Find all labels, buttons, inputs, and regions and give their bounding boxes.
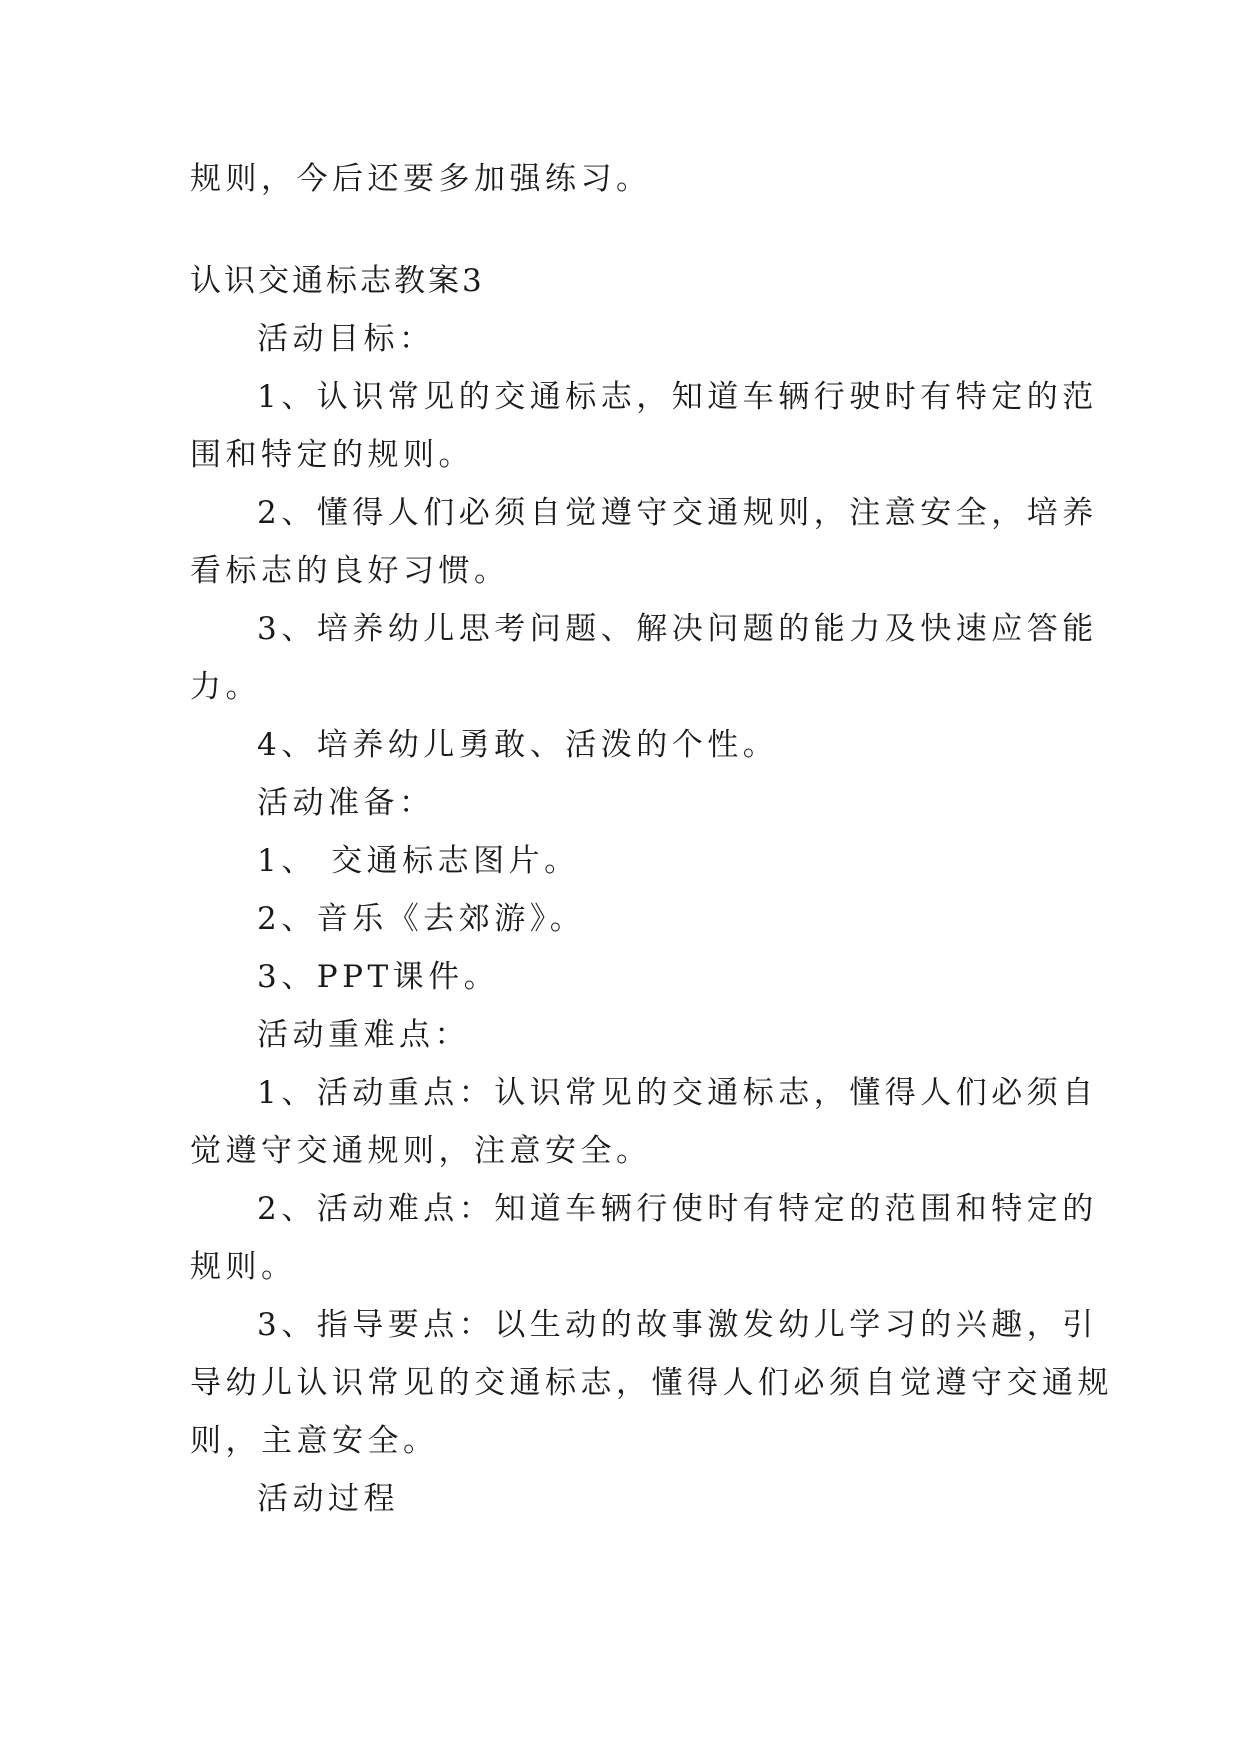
- paragraph-line: 1、 交通标志图片。: [257, 843, 580, 879]
- paragraph-line: 规则。: [190, 1249, 297, 1285]
- section-title: 认识交通标志教案3: [190, 263, 485, 299]
- paragraph-line: 觉遵守交通规则，注意安全。: [190, 1133, 652, 1169]
- paragraph-line: 规则，今后还要多加强练习。: [190, 161, 652, 197]
- paragraph-line: 4、培养幼儿勇敢、活泼的个性。: [257, 727, 779, 763]
- paragraph-line: 1、认识常见的交通标志，知道车辆行驶时有特定的范: [257, 379, 1098, 415]
- paragraph-line: 导幼儿认识常见的交通标志，懂得人们必须自觉遵守交通规: [190, 1365, 1113, 1401]
- paragraph-line: 2、音乐《去郊游》。: [257, 901, 586, 937]
- heading-activity-key-points: 活动重难点：: [257, 1017, 470, 1053]
- heading-activity-process: 活动过程: [257, 1481, 399, 1517]
- heading-activity-preparation: 活动准备：: [257, 785, 435, 821]
- paragraph-line: 1、活动重点：认识常见的交通标志，懂得人们必须自: [257, 1075, 1098, 1111]
- paragraph-line: 2、懂得人们必须自觉遵守交通规则，注意安全，培养: [257, 495, 1098, 531]
- paragraph-line: 3、指导要点：以生动的故事激发幼儿学习的兴趣，引: [257, 1307, 1098, 1343]
- paragraph-line: 力。: [190, 669, 261, 705]
- paragraph-line: 2、活动难点：知道车辆行使时有特定的范围和特定的: [257, 1191, 1098, 1227]
- document-body: [190, 150, 1113, 1528]
- paragraph-line: 3、培养幼儿思考问题、解决问题的能力及快速应答能: [257, 611, 1098, 647]
- paragraph-line: 则，主意安全。: [190, 1423, 439, 1459]
- paragraph-line: 3、PPT课件。: [257, 959, 500, 995]
- paragraph-line: 看标志的良好习惯。: [190, 553, 510, 589]
- heading-activity-goals: 活动目标：: [257, 321, 435, 357]
- paragraph-line: 围和特定的规则。: [190, 437, 474, 473]
